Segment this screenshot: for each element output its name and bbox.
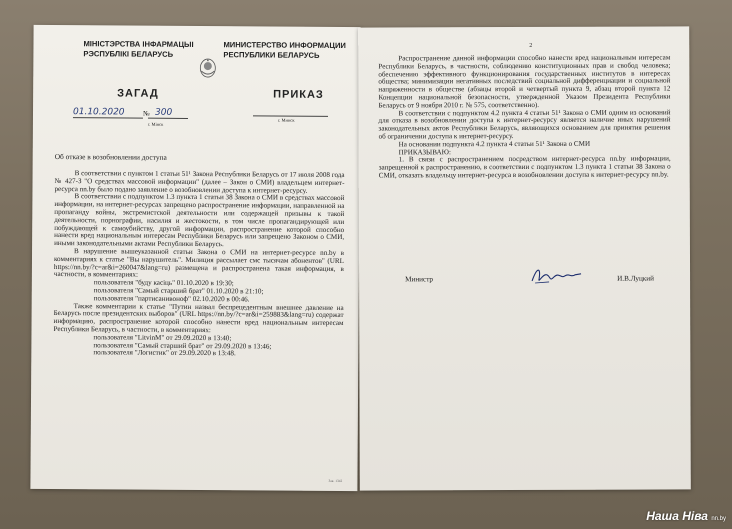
order-page-1 (30, 25, 360, 491)
state-emblem-icon (199, 58, 216, 78)
number-sign: № (142, 109, 150, 118)
handwritten-date: 01.10.2020 (72, 107, 125, 118)
publisher-watermark: Наша Ніва nn.by (646, 509, 726, 523)
paragraph: В нарушение вышеуказанной статьи Закона о СМИ на интернет-ресурсе nn.by в комментариях к статье "Вы нарушитель". Милиция рассылает смс тысячам абонентов" (URL https://nn.by/?c=ar&i=260047&lang=ru) размещена и распространена такая информация, в частности, в комментариях: (53, 247, 345, 279)
paragraph: В соответствии с подпунктом 4.2 пункта 4 статьи 51¹ Закона о СМИ одним из оснований для отказа в возобновлении доступа к интернет-ресурсу является наличие иных нарушений законодательных актов Республики Беларусь, являющихся основанием для принятия решения об ограничении доступа к интернет-ресурсу. (378, 108, 671, 141)
signer-name: И.В.Луцкий (617, 274, 654, 283)
paragraph: В соответствии с пунктом 1 статьи 51¹ Закона Республики Беларусь от 17 июля 2008 года № 427-З "О средствах массовой информации" (далее – Закон о СМИ) владельцем интернет-ресурса nn.by было подано заявление о возобновлении доступа к интернет-ресурсу. (54, 169, 345, 195)
signer-position: Министр (405, 275, 434, 284)
paragraph: В соответствии с подпунктом 1.3 пункта 1 статьи 38 Закона о СМИ в средствах массовой информации, на интернет-ресурсах запрещено распространение информации, направленной на пропаганду войны, экстремистской деятельности или содержащей призывы к такой деятельности, порнографии, насилия и жестокости, в том числе пропагандирующей или побуждающей к самоубийству, другой информации, распространение которой способно нанести вред национальным интересам Республики Беларусь или запрещено Законом о СМИ, иными законодательными актами Республики Беларусь. (54, 192, 345, 249)
order-directive: ПРИКАЗЫВАЮ: (398, 147, 451, 157)
ministry-name-belarusian: МІНІСТЭРСТВА ІНФАРМАЦЫІ РЭСПУБЛІКІ БЕЛАРУСЬ (83, 39, 194, 59)
comment-item: пользователя "буду касіць" 01.10.2020 в 19:30; (93, 278, 234, 288)
order-page-2 (358, 26, 691, 490)
comment-item: пользователя "Самый старший брат" от 29.09.2020 в 13:46; (93, 340, 272, 351)
order-title-belarusian: ЗАГАД (117, 87, 159, 100)
paragraph: Распространение данной информации способно нанести вред национальным интересам Республики Беларусь, в частности, соблюдению конституционных прав и свобод человека; обеспечению эффективного функционирования государственных институтов в интересах общества; минимизации негативных последствий социальной дифференциации и социальной напряженности в обществе (абзацы второй и четвертый пункта 9, абзац второй пункта 12 Концепции национальной безопасности, утвержденной Указом Президента Республики Беларусь от 9 ноября 2010 г. № 575, соответственно). (378, 53, 671, 110)
paragraph: На основании подпункта 4.2 пункта 4 статьи 51¹ Закона о СМИ (398, 139, 591, 149)
signature-block (379, 274, 671, 284)
date-line (73, 117, 143, 118)
ministry-name-russian: МИНИСТЕРСТВО ИНФОРМАЦИИ РЕСПУБЛИКИ БЕЛАРУСЬ (223, 40, 346, 60)
comment-item: пользователя "Логистик" от 29.09.2020 в 13:48. (93, 348, 236, 358)
paragraph: Также комментарии к статье "Путин назвал беспрецедентным внешнее давление на Беларусь после президентских выборов" (URL https://nn.by/?c=ar&i=259883&lang=ru) содержат информацию, распространение которой способно нанести вред национальным интересам Республики Беларусь, в частности, в комментариях: (53, 301, 344, 335)
order-subject: Об отказе в возобновлении доступа (54, 152, 167, 162)
city-russian: г. Минск (277, 117, 295, 123)
city-belarusian: г. Мінск (147, 121, 164, 127)
paragraph: 1. В связи с распространением посредством интернет-ресурса nn.by информации, запрещенной к распространению, в соответствии с подпунктом 1.3 пункта 1 статьи 38 Закона о СМИ, отказать владельцу интернет-ресурса в возобновлении доступа к интернет-ресурсу nn.by. (378, 154, 671, 180)
order-title-russian: ПРИКАЗ (273, 88, 324, 101)
number-line (148, 118, 188, 119)
page-number: 2 (529, 42, 533, 49)
comment-item: пользователя "партисанивоноф" 02.10.2020 в 00:46. (93, 294, 250, 304)
print-code: Зак. 1342 (328, 478, 343, 484)
order-body-page-1 (53, 170, 344, 359)
comment-item: пользователя "Самый старший брат" 01.10.2020 в 21:10; (93, 286, 264, 296)
handwritten-signature (529, 265, 583, 287)
comment-item: пользователя "LitvinM" от 29.09.2020 в 13:40; (93, 333, 232, 342)
ministry-header (33, 39, 360, 81)
order-body-page-2 (378, 54, 670, 180)
handwritten-number: 300 (154, 107, 173, 118)
